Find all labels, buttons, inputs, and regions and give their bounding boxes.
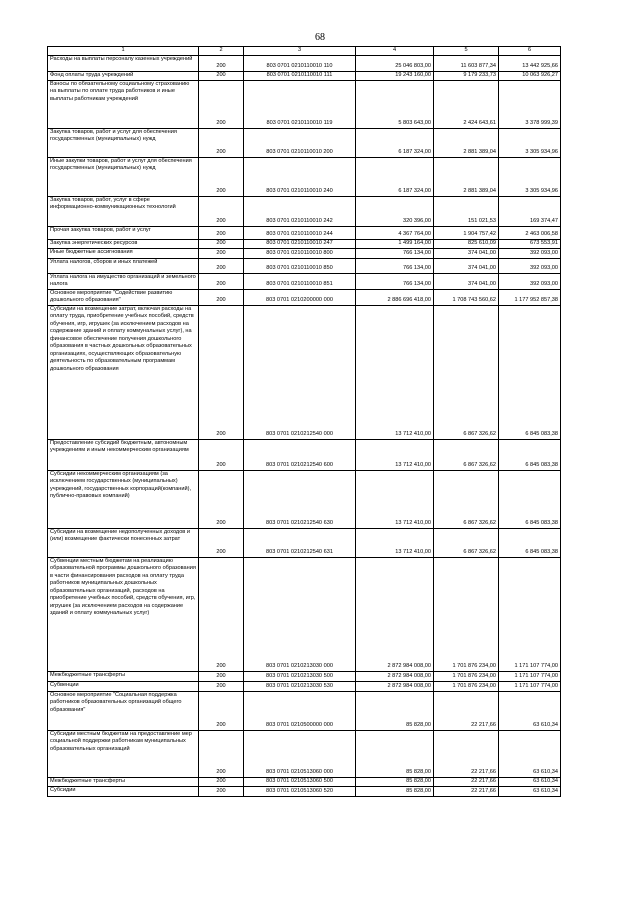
row-value-4: 1 499 164,00	[356, 239, 434, 248]
row-value-5: 1 708 743 560,62	[434, 289, 499, 305]
row-value-4: 13 712 410,00	[356, 470, 434, 528]
row-name: Иные бюджетные ассигнования	[48, 248, 199, 258]
row-name: Межбюджетные трансферты	[48, 777, 199, 786]
row-value-4: 6 187 324,00	[356, 128, 434, 157]
row-value-6: 6 845 083,38	[499, 305, 561, 439]
row-value-5: 11 603 877,34	[434, 55, 499, 71]
row-value-5: 151 021,53	[434, 196, 499, 226]
table-row	[48, 786, 561, 796]
row-budget-code: 803 0701 0210110010 244	[244, 226, 356, 239]
row-value-5: 374 041,00	[434, 248, 499, 258]
row-value-4: 766 134,00	[356, 258, 434, 273]
row-value-4: 85 828,00	[356, 786, 434, 796]
row-code-2: 200	[199, 71, 244, 80]
row-value-5: 22 217,66	[434, 730, 499, 777]
row-code-2: 200	[199, 157, 244, 196]
table-row	[48, 681, 561, 691]
row-value-6: 63 610,34	[499, 786, 561, 796]
row-value-6: 1 171 107 774,00	[499, 681, 561, 691]
row-value-6: 63 610,34	[499, 691, 561, 730]
row-name: Взносы по обязательному социальному страхованию на выплаты по оплате труда работников и иные выплаты работникам учреждений	[48, 80, 199, 128]
row-value-6: 63 610,34	[499, 777, 561, 786]
row-value-5: 22 217,66	[434, 777, 499, 786]
row-value-4: 85 828,00	[356, 691, 434, 730]
header-cell: 4	[356, 47, 434, 56]
row-value-5: 374 041,00	[434, 258, 499, 273]
row-code-2: 200	[199, 248, 244, 258]
row-value-4: 766 134,00	[356, 273, 434, 289]
row-budget-code: 803 0701 0210110010 200	[244, 128, 356, 157]
row-budget-code: 803 0701 0210513060 000	[244, 730, 356, 777]
row-code-2: 200	[199, 289, 244, 305]
row-value-5: 6 867 326,62	[434, 470, 499, 528]
row-budget-code: 803 0701 0210110010 119	[244, 80, 356, 128]
row-name: Закупка товаров, работ и услуг для обеспечения государственных (муниципальных) нужд	[48, 128, 199, 157]
row-value-4: 5 803 643,00	[356, 80, 434, 128]
row-value-6: 392 093,00	[499, 273, 561, 289]
row-budget-code: 803 0701 0210110010 242	[244, 196, 356, 226]
row-budget-code: 803 0701 0210212540 600	[244, 439, 356, 470]
table-row	[48, 55, 561, 71]
row-code-2: 200	[199, 528, 244, 557]
row-name: Закупка товаров, работ, услуг в сфере информационно-коммуникационных технологий	[48, 196, 199, 226]
row-budget-code: 803 0701 0210110010 851	[244, 273, 356, 289]
row-value-5: 6 867 326,62	[434, 528, 499, 557]
row-value-4: 2 872 984 008,00	[356, 557, 434, 671]
table-row	[48, 196, 561, 226]
row-code-2: 200	[199, 439, 244, 470]
row-value-6: 6 845 083,38	[499, 528, 561, 557]
row-value-4: 25 046 803,00	[356, 55, 434, 71]
row-budget-code: 803 0701 0210500000 000	[244, 691, 356, 730]
row-code-2: 200	[199, 681, 244, 691]
row-name: Предоставление субсидий бюджетным, автономным учреждениям и иным некоммерческим организациям	[48, 439, 199, 470]
row-code-2: 200	[199, 196, 244, 226]
row-value-4: 766 134,00	[356, 248, 434, 258]
row-value-5: 1 904 757,42	[434, 226, 499, 239]
table-row	[48, 258, 561, 273]
table-row	[48, 305, 561, 439]
header-cell: 5	[434, 47, 499, 56]
table-row	[48, 470, 561, 528]
row-budget-code: 803 0701 0210110010 110	[244, 55, 356, 71]
table-row	[48, 730, 561, 777]
row-name: Субсидии местным бюджетам на предоставление мер социальной поддержки работникам муниципальных образовательных организаций	[48, 730, 199, 777]
row-value-4: 85 828,00	[356, 777, 434, 786]
row-value-4: 13 712 410,00	[356, 305, 434, 439]
row-value-6: 169 374,47	[499, 196, 561, 226]
row-value-4: 2 886 696 418,00	[356, 289, 434, 305]
row-budget-code: 803 0701 0210513060 500	[244, 777, 356, 786]
row-budget-code: 803 0701 0210110010 111	[244, 71, 356, 80]
row-code-2: 200	[199, 273, 244, 289]
row-code-2: 200	[199, 128, 244, 157]
row-name: Межбюджетные трансферты	[48, 671, 199, 681]
table-header-row	[48, 47, 561, 56]
table-row	[48, 157, 561, 196]
header-cell: 3	[244, 47, 356, 56]
row-code-2: 200	[199, 80, 244, 128]
row-value-6: 63 610,34	[499, 730, 561, 777]
row-code-2: 200	[199, 777, 244, 786]
table-row	[48, 239, 561, 248]
row-budget-code: 803 0701 0210212540 000	[244, 305, 356, 439]
row-name: Субсидии некоммерческим организациям (за исключением государственных (муниципальных) учреждений, государственных корпораций(компаний), публично-правовых компаний)	[48, 470, 199, 528]
row-value-4: 19 243 160,00	[356, 71, 434, 80]
row-value-6: 3 378 999,39	[499, 80, 561, 128]
row-value-6: 6 845 083,38	[499, 470, 561, 528]
header-cell: 1	[48, 47, 199, 56]
row-value-4: 4 367 764,00	[356, 226, 434, 239]
row-name: Субсидии	[48, 786, 199, 796]
row-value-6: 10 063 926,27	[499, 71, 561, 80]
row-value-6: 1 177 952 857,38	[499, 289, 561, 305]
row-code-2: 200	[199, 730, 244, 777]
row-name: Субсидии на возмещение недополученных доходов и (или) возмещение фактически понесенных затрат	[48, 528, 199, 557]
table-row	[48, 777, 561, 786]
row-budget-code: 803 0701 0210212540 631	[244, 528, 356, 557]
row-name: Субсидии на возмещение затрат, включая расходы на оплату труда, приобретение учебных пособий, средств обучения, игр, игрушек (за исключением расходов на содержание зданий и оплату коммунальных услуг), на финансовое обеспечение получения дошкольного образования в частных дошкольных образовательных организациях, осуществляющих образовательную деятельность по образовательным программам дошкольного образования	[48, 305, 199, 439]
row-code-2: 200	[199, 305, 244, 439]
row-code-2: 200	[199, 239, 244, 248]
row-value-5: 1 701 876 234,00	[434, 557, 499, 671]
table-row	[48, 248, 561, 258]
row-code-2: 200	[199, 470, 244, 528]
row-value-4: 320 396,00	[356, 196, 434, 226]
table-row	[48, 528, 561, 557]
table-row	[48, 557, 561, 671]
row-budget-code: 803 0701 0210212540 630	[244, 470, 356, 528]
row-code-2: 200	[199, 671, 244, 681]
row-name: Субвенции	[48, 681, 199, 691]
row-value-6: 3 305 934,96	[499, 128, 561, 157]
row-value-5: 9 179 233,73	[434, 71, 499, 80]
row-name: Основное мероприятие "Содействие развитию дошкольного образования"	[48, 289, 199, 305]
budget-table	[47, 46, 561, 797]
row-budget-code: 803 0701 0210513060 520	[244, 786, 356, 796]
page-number: 68	[315, 32, 325, 43]
row-name: Расходы на выплаты персоналу казенных учреждений	[48, 55, 199, 71]
row-value-5: 22 217,66	[434, 786, 499, 796]
row-value-5: 6 867 326,62	[434, 305, 499, 439]
row-value-6: 13 442 925,66	[499, 55, 561, 71]
table-row	[48, 289, 561, 305]
table-row	[48, 273, 561, 289]
row-value-4: 13 712 410,00	[356, 528, 434, 557]
row-name: Закупка энергетических ресурсов	[48, 239, 199, 248]
row-value-4: 85 828,00	[356, 730, 434, 777]
table-row	[48, 671, 561, 681]
row-budget-code: 803 0701 0210213030 500	[244, 671, 356, 681]
row-budget-code: 803 0701 0210110010 800	[244, 248, 356, 258]
row-value-6: 6 845 083,38	[499, 439, 561, 470]
row-value-4: 2 872 984 008,00	[356, 681, 434, 691]
row-name: Уплата налогов, сборов и иных платежей	[48, 258, 199, 273]
row-name: Фонд оплаты труда учреждений	[48, 71, 199, 80]
table-row	[48, 691, 561, 730]
row-code-2: 200	[199, 258, 244, 273]
table-row	[48, 439, 561, 470]
header-cell: 6	[499, 47, 561, 56]
row-value-6: 392 093,00	[499, 248, 561, 258]
row-value-6: 2 463 006,58	[499, 226, 561, 239]
header-cell: 2	[199, 47, 244, 56]
row-name: Иные закупки товаров, работ и услуг для обеспечения государственных (муниципальных) нужд	[48, 157, 199, 196]
row-name: Субвенции местным бюджетам на реализацию образовательной программы дошкольного образования в части финансирования расходов на оплату труда работников муниципальных дошкольных образовательных организаций, расходов на приобретение учебных пособий, средств обучения, игр, игрушек (за исключением расходов на содержание зданий и оплату коммунальных услуг)	[48, 557, 199, 671]
row-budget-code: 803 0701 0210110010 247	[244, 239, 356, 248]
table-row	[48, 128, 561, 157]
table-row	[48, 71, 561, 80]
row-budget-code: 803 0701 0210200000 000	[244, 289, 356, 305]
row-code-2: 200	[199, 226, 244, 239]
row-value-4: 6 187 324,00	[356, 157, 434, 196]
row-budget-code: 803 0701 0210110010 850	[244, 258, 356, 273]
row-value-4: 13 712 410,00	[356, 439, 434, 470]
row-value-5: 1 701 876 234,00	[434, 671, 499, 681]
row-code-2: 200	[199, 786, 244, 796]
row-code-2: 200	[199, 691, 244, 730]
row-value-5: 6 867 326,62	[434, 439, 499, 470]
row-value-6: 1 171 107 774,00	[499, 671, 561, 681]
row-value-5: 2 424 643,61	[434, 80, 499, 128]
row-name: Уплата налога на имущество организаций и земельного налога	[48, 273, 199, 289]
row-code-2: 200	[199, 557, 244, 671]
row-budget-code: 803 0701 0210213030 530	[244, 681, 356, 691]
row-value-5: 2 881 389,04	[434, 157, 499, 196]
row-value-5: 825 610,09	[434, 239, 499, 248]
row-value-6: 392 093,00	[499, 258, 561, 273]
row-code-2: 200	[199, 55, 244, 71]
row-budget-code: 803 0701 0210213030 000	[244, 557, 356, 671]
row-value-5: 22 217,66	[434, 691, 499, 730]
row-value-5: 374 041,00	[434, 273, 499, 289]
row-value-5: 2 881 389,04	[434, 128, 499, 157]
row-value-6: 673 553,91	[499, 239, 561, 248]
table-row	[48, 226, 561, 239]
row-value-4: 2 872 984 008,00	[356, 671, 434, 681]
row-value-6: 3 305 934,96	[499, 157, 561, 196]
table-row	[48, 80, 561, 128]
row-name: Основное мероприятие "Социальная поддержка работников образовательных организаций общего образования"	[48, 691, 199, 730]
row-value-5: 1 701 876 234,00	[434, 681, 499, 691]
row-budget-code: 803 0701 0210110010 240	[244, 157, 356, 196]
row-name: Прочая закупка товаров, работ и услуг	[48, 226, 199, 239]
row-value-6: 1 171 107 774,00	[499, 557, 561, 671]
